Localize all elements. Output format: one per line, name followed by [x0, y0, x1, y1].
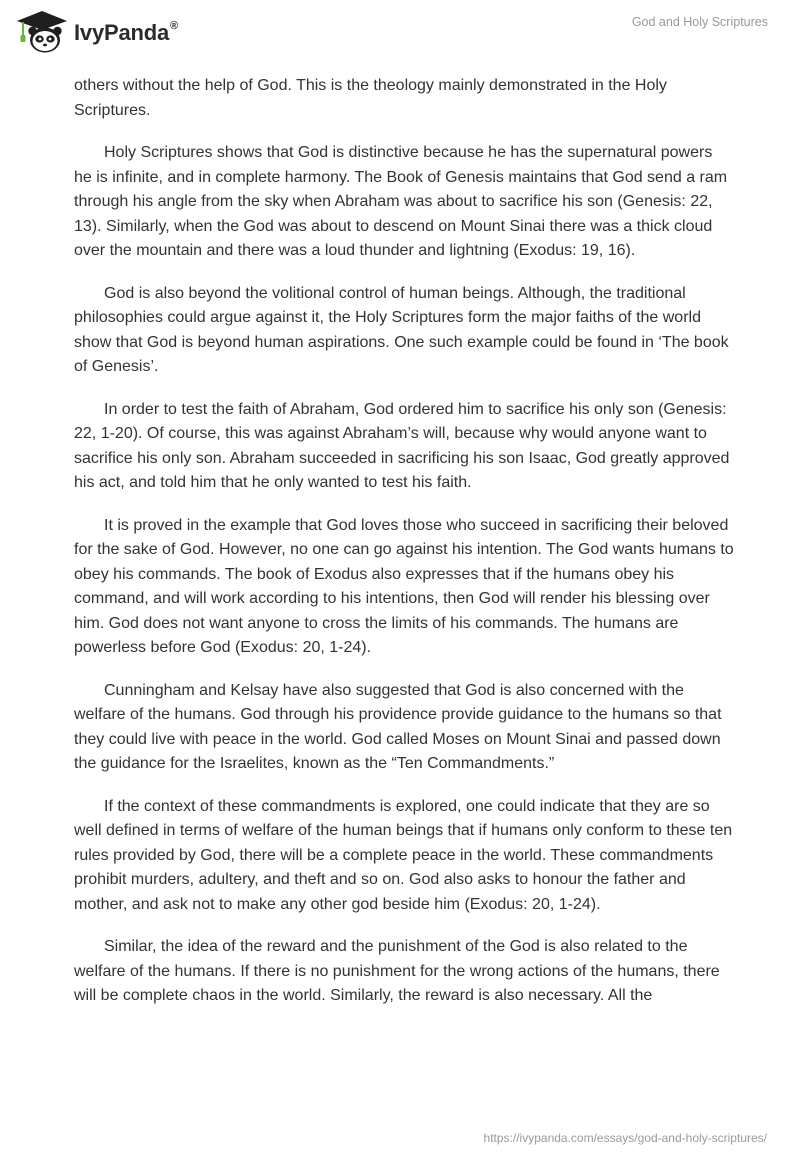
paragraph-6: Cunningham and Kelsay have also suggested that God is also concerned with the welfare of the humans. God through his providence provide guidance to the humans so that they could live with peace in the world. God called Moses on Mount Sinai and passed down the guidance for the Israelites, known as the “Ten Commandments.”	[74, 681, 722, 772]
paragraph-1: others without the help of God. This is the theology mainly demonstrated in the Holy Scriptures.	[74, 77, 667, 119]
paragraph-8: Similar, the idea of the reward and the punishment of the God is also related to the welfare of the humans. If there is no punishment for the wrong actions of the humans, there will be complete chaos in the world. Similarly, the reward is also necessary. All the	[74, 938, 720, 1004]
document-title: God and Holy Scriptures	[631, 15, 768, 29]
brand-logo[interactable]	[16, 10, 178, 54]
paragraph-3: God is also beyond the volitional control of human beings. Although, the traditional philosophies could argue against it, the Holy Scriptures form the major faiths of the world show that God is beyond human aspirations. One such example could be found in ‘The book of Genesis’.	[74, 284, 729, 375]
paragraph-5: It is proved in the example that God loves those who succeed in sacrificing their beloved for the sake of God. However, no one can go against his intention. The God wants humans to obey his commands. The book of Exodus also expresses that if the humans obey his command, and will work according to his intentions, then God will render his blessing over him. God does not want anyone to cross the limits of his commands. The humans are powerless before God (Exodus: 20, 1-24).	[74, 516, 734, 656]
page-header	[0, 0, 800, 72]
paragraph-2: Holy Scriptures shows that God is distinctive because he has the supernatural powers he is infinite, and in complete harmony. The Book of Genesis maintains that God send a ram through his angle from the sky when Abraham was about to sacrifice his son (Genesis: 22, 13). Similarly, when the God was about to descend on Mount Sinai there was a thick cloud over the mountain and there was a loud thunder and lightning (Exodus: 19, 16).	[74, 144, 728, 259]
essay-body	[74, 74, 734, 1027]
panda-graduation-cap-icon	[16, 10, 68, 54]
brand-name: IvyPanda®	[74, 19, 178, 45]
paragraph-7: If the context of these commandments is explored, one could indicate that they are so well defined in terms of welfare of the human beings that if humans only conform to these ten rules provided by God, there will be a complete peace in the world. These commandments prohibit murders, adultery, and theft and so on. God also asks to honour the father and mother, and ask not to make any other god beside him (Exodus: 20, 1-24).	[74, 797, 733, 913]
source-url-link[interactable]: https://ivypanda.com/essays/god-and-holy-scriptures/	[483, 1131, 767, 1145]
paragraph-4: In order to test the faith of Abraham, God ordered him to sacrifice his only son (Genesis: 22, 1-20). Of course, this was against Abraham’s will, because why would anyone want to sacrifice his only son. Abraham succeeded in sacrificing his son Isaac, God greatly approved his act, and told him that he only wanted to test his faith.	[74, 400, 730, 491]
